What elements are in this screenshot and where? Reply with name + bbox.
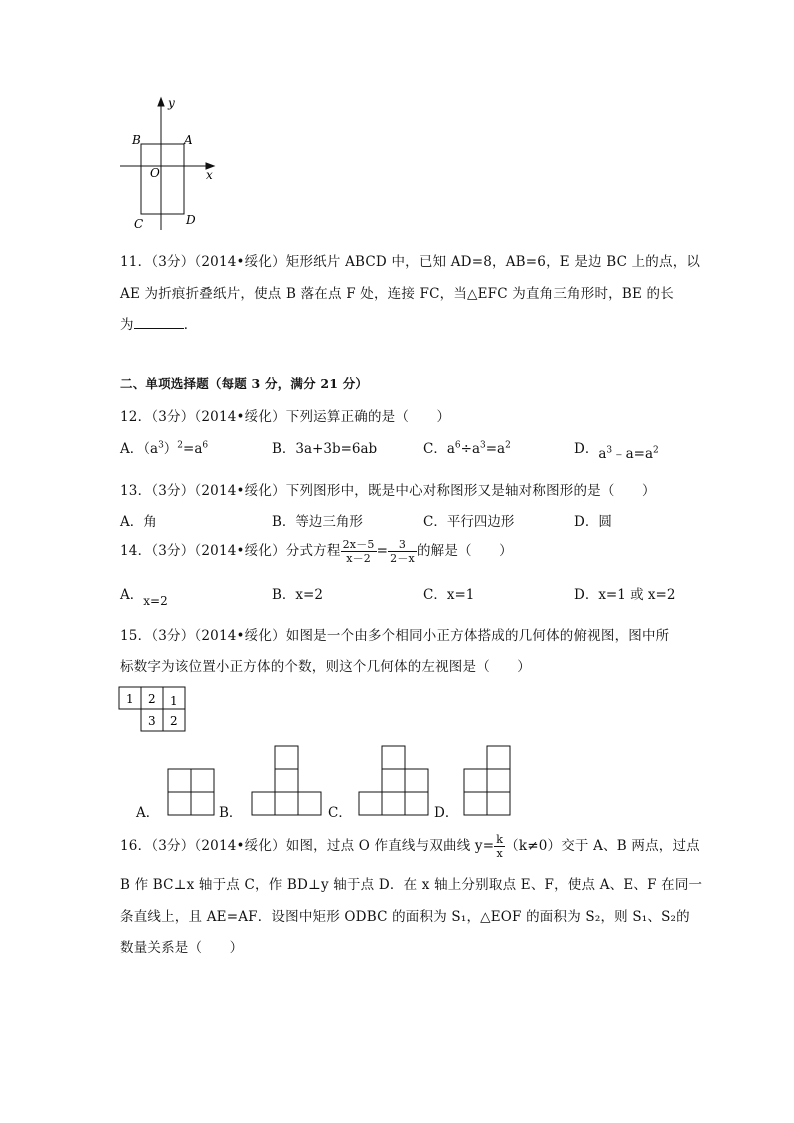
q15-option-b-label[interactable]: B． bbox=[219, 805, 243, 821]
q16-line2: B 作 BC⊥x 轴于点 C，作 BD⊥y 轴于点 D．在 x 轴上分别取点 E、F，使点 A、E、F 在同一 bbox=[120, 877, 703, 893]
section2-title: 二、单项选择题（每题 3 分，满分 21 分） bbox=[120, 376, 369, 391]
q12-stem: 12．（3分）（2014•绥化）下列运算正确的是（ ） bbox=[120, 409, 451, 425]
q12-d-pre: a bbox=[598, 446, 607, 462]
q14-frac2-num: 3 bbox=[388, 538, 417, 552]
q12-d-expr bbox=[598, 446, 658, 462]
q12-option-b[interactable] bbox=[272, 437, 377, 457]
q14-option-a-text: x=2 bbox=[143, 594, 168, 608]
q16-fraction bbox=[494, 833, 505, 860]
q12-c-sup2: 3 bbox=[480, 440, 486, 451]
q12-option-b-label: B． bbox=[272, 441, 296, 457]
q13-option-c[interactable]: C．平行四边形 bbox=[423, 514, 515, 530]
q15-option-a-label[interactable]: A． bbox=[136, 805, 160, 821]
q12-c-sup1: 6 bbox=[454, 440, 461, 451]
grid-r2c2: 3 bbox=[148, 714, 156, 728]
q12-option-c[interactable] bbox=[423, 437, 511, 457]
q12-option-a[interactable] bbox=[120, 437, 208, 457]
q15-line2: 标数字为该位置小正方体的个数，则这个几何体的左视图是（ ） bbox=[120, 659, 531, 675]
q14-option-c[interactable]: C．x=1 bbox=[423, 587, 475, 603]
q12-c-sup3: 2 bbox=[505, 440, 511, 451]
rectangle-abcd bbox=[141, 144, 184, 214]
y-axis-arrow bbox=[158, 98, 164, 106]
grid-r1c2: 2 bbox=[148, 692, 156, 706]
q14-fraction-1 bbox=[341, 538, 377, 565]
origin-label: O bbox=[150, 166, 160, 180]
q12-option-b-text: 3a+3b=6ab bbox=[295, 441, 378, 457]
q14-stem-post: 的解是（ ） bbox=[416, 543, 513, 559]
grid-r2c3: 2 bbox=[170, 714, 178, 728]
q16-line4: 数量关系是（ ） bbox=[120, 940, 244, 956]
q15-option-c-figure[interactable] bbox=[357, 744, 431, 817]
grid-r1c1: 1 bbox=[126, 692, 134, 706]
grid-r1c3: 1 bbox=[170, 694, 178, 708]
point-c-label: C bbox=[134, 217, 144, 231]
q11-line3-suffix: ． bbox=[183, 317, 198, 333]
q13-option-a[interactable]: A．角 bbox=[120, 514, 157, 530]
q14-frac2-den: 2－x bbox=[390, 552, 415, 565]
q16-frac-num: k bbox=[496, 833, 504, 846]
q12-a-mid: ） bbox=[163, 441, 178, 457]
q16-line1-post: （k≠0）交于 A、B 两点，过点 bbox=[505, 838, 700, 854]
q14-option-a[interactable] bbox=[120, 583, 168, 608]
q16-line1-pre: 16．（3分）（2014•绥化）如图，过点 O 作直线与双曲线 y= bbox=[120, 838, 495, 854]
q12-a-sup2: 2 bbox=[177, 440, 184, 451]
x-axis-label: x bbox=[206, 168, 213, 182]
point-d-label: D bbox=[186, 213, 196, 227]
q11-line2: AE 为折痕折叠纸片，使点 B 落在点 F 处，连接 FC，当△EFC 为直角三角形时，BE 的长 bbox=[120, 286, 674, 302]
q11-line3 bbox=[120, 313, 197, 333]
q12-a-post: =a bbox=[183, 441, 203, 457]
q12-c-mid: ÷a bbox=[460, 441, 481, 457]
q13-option-d[interactable]: D．圆 bbox=[574, 514, 612, 530]
q14-option-a-label: A． bbox=[120, 587, 144, 603]
q14-equals: = bbox=[376, 543, 389, 559]
q14-option-d[interactable]: D．x=1 或 x=2 bbox=[574, 587, 676, 603]
q11-line1: 11．（3分）（2014•绥化）矩形纸片 ABCD 中，已知 AD=8，AB=6，E 是边 BC 上的点，以 bbox=[120, 254, 701, 270]
q15-option-a-figure[interactable] bbox=[166, 767, 216, 817]
q14-fraction-2 bbox=[388, 538, 417, 565]
point-a-label: A bbox=[184, 133, 193, 147]
q12-d-mid: ﹣a=a bbox=[612, 446, 654, 462]
q12-option-d-label: D． bbox=[574, 441, 599, 457]
q14-stem bbox=[120, 538, 513, 565]
q11-answer-blank[interactable] bbox=[134, 316, 184, 329]
q15-option-d-figure[interactable] bbox=[462, 744, 513, 817]
q12-a-sup1: 3 bbox=[158, 440, 164, 451]
q12-c-pre: a bbox=[446, 441, 455, 457]
q11-line3-prefix: 为 bbox=[120, 317, 134, 333]
q15-option-c-label[interactable]: C． bbox=[328, 805, 352, 821]
q14-frac1-den: x－2 bbox=[346, 552, 371, 565]
q16-line3: 条直线上，且 AE=AF．设图中矩形 ODBC 的面积为 S₁，△EOF 的面积为 S₂，则 S₁、S₂的 bbox=[120, 909, 690, 925]
q15-option-d-label[interactable]: D． bbox=[434, 805, 459, 821]
q12-option-c-label: C． bbox=[423, 441, 447, 457]
q14-option-b[interactable]: B．x=2 bbox=[272, 587, 323, 603]
q13-stem: 13．（3分）（2014•绥化）下列图形中，既是中心对称图形又是轴对称图形的是（ ） bbox=[120, 483, 656, 499]
y-axis-label: y bbox=[168, 96, 175, 110]
q16-line1 bbox=[120, 833, 700, 860]
q12-option-d[interactable] bbox=[574, 437, 659, 462]
q15-option-b-figure[interactable] bbox=[250, 744, 324, 817]
q15-top-view-grid bbox=[118, 686, 190, 734]
q12-c-post: =a bbox=[485, 441, 506, 457]
coordinate-rectangle-figure bbox=[110, 92, 230, 237]
point-b-label: B bbox=[132, 133, 141, 147]
q12-a-pre: （a bbox=[143, 441, 159, 457]
q16-frac-den: x bbox=[496, 847, 503, 860]
q12-a-sup3: 6 bbox=[202, 440, 209, 451]
q12-option-a-label: A． bbox=[120, 441, 144, 457]
q14-stem-pre: 14．（3分）（2014•绥化）分式方程 bbox=[120, 543, 341, 559]
q13-option-b[interactable]: B．等边三角形 bbox=[272, 514, 363, 530]
q12-d-sup2: 2 bbox=[653, 445, 659, 456]
q15-line1: 15．（3分）（2014•绥化）如图是一个由多个相同小正方体搭成的几何体的俯视图，图中所 bbox=[120, 628, 670, 644]
q12-d-sup1: 3 bbox=[606, 445, 613, 456]
q14-frac1-num: 2x－5 bbox=[342, 538, 375, 551]
